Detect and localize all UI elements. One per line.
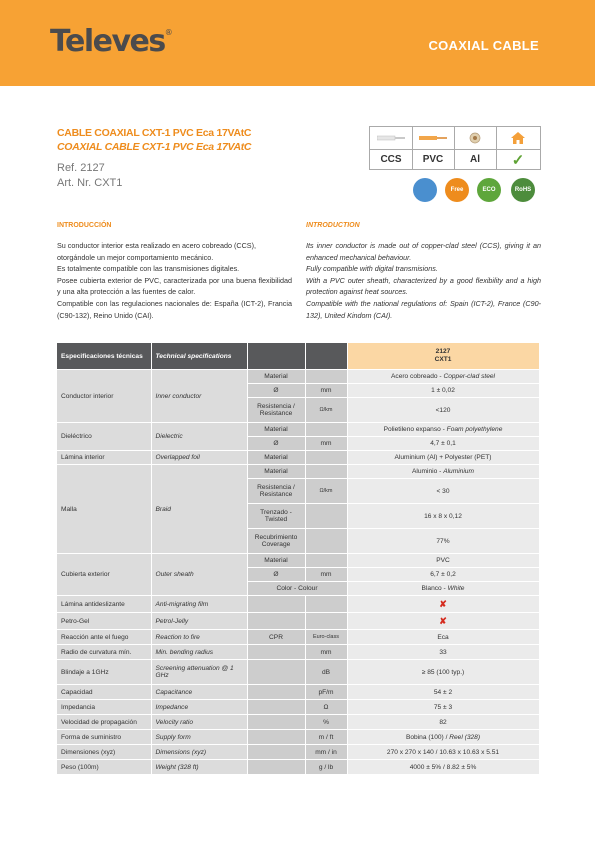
spec-table — [57, 343, 540, 775]
no-icon: ✘ — [347, 613, 539, 630]
intro-en: Its inner conductor is made out of copper-clad steel (CCS), giving it an enhanced mechanical behaviour. Fully compatible with digital transmisions. With a PVC outer sheath, characterized by a good flexibility and a high protection against heat sources. Compatible with the national regulations of: Spain (ICT-2), France (C90-132), United Kindom (CAI). — [306, 241, 541, 320]
product-title-en: COAXIAL CABLE CXT-1 PVC Eca 17VAtC — [57, 141, 252, 153]
table-row: Recubrimiento Coverage 77% — [57, 529, 539, 554]
table-row: Capacidad Capacitance pF/m 54 ± 2 — [57, 685, 539, 700]
intro-es-title: INTRODUCCIÓN — [57, 222, 112, 229]
ccs-cable-icon — [377, 134, 405, 142]
table-row: Ø mm 6,7 ± 0,2 — [57, 568, 539, 582]
table-row: Reacción ante el fuego Reaction to fire CPR Euro-class Eca — [57, 630, 539, 645]
halogen-free-icon: Free — [445, 178, 469, 202]
table-row: Trenzado - Twisted 16 x 8 x 0,12 — [57, 504, 539, 529]
table-row: Resistencia / Resistance Ω/km < 30 — [57, 479, 539, 504]
intro-es: Su conductor interior esta realizado en acero cobreado (CCS), otorgándole un mejor comportamiento mecánico. Es totalmente compatible con las transmisiones digitales. Posee cubierta exterior de PVC, caracterizada por una buena flexibilidad y una alta protección a las fuentes de calor. Compatible con las regulaciones nacionales de: España (ICT-2), Francia (C90-132), Reino Unido (CAI). — [57, 241, 292, 320]
table-header: Especificaciones técnicas Technical specifications 2127 CXT1 — [57, 343, 539, 370]
rohs-icon: RoHS — [511, 178, 535, 202]
quality-icon — [413, 178, 437, 202]
house-icon — [510, 131, 526, 145]
table-row: Lámina interior Overlapped foil Material Aluminium (Al) + Polyester (PET) — [57, 451, 539, 465]
header-title: COAXIAL CABLE — [428, 38, 539, 53]
header-bar — [0, 0, 595, 86]
eco-icon: ECO — [477, 178, 501, 202]
material-al: Al — [454, 127, 497, 169]
materials-table — [369, 126, 541, 170]
table-row: Lámina antideslizante Anti-migrating film ✘ — [57, 596, 539, 613]
table-row: Ø mm 1 ± 0,02 — [57, 384, 539, 398]
material-pvc: PVC — [412, 127, 455, 169]
table-row: Resistencia / Resistance Ω/km <120 — [57, 398, 539, 423]
product-ref: Ref. 2127 — [57, 162, 105, 174]
table-row: Impedancia Impedance Ω 75 ± 3 — [57, 700, 539, 715]
pvc-cable-icon — [419, 134, 447, 142]
product-title-es: CABLE COAXIAL CXT-1 PVC Eca 17VAtC — [57, 127, 252, 139]
table-row: Malla Braid Material Aluminio - Aluminium — [57, 465, 539, 479]
al-cross-section-icon — [469, 132, 481, 144]
check-icon: ✓ — [511, 151, 525, 169]
table-row: Blindaje a 1GHz Screening attenuation @ 1 GHz dB ≥ 85 (100 typ.) — [57, 660, 539, 685]
intro-en-title: INTRODUCTION — [306, 222, 360, 229]
table-row: Forma de suministro Supply form m / ft Bobina (100) / Reel (328) — [57, 730, 539, 745]
product-title — [57, 126, 251, 154]
table-row: Dimensiones (xyz) Dimensions (xyz) mm / in 270 x 270 x 140 / 10.63 x 10.63 x 5.51 — [57, 745, 539, 760]
table-row: Conductor interior Inner conductor Material Acero cobreado - Copper-clad steel — [57, 370, 539, 384]
material-ccs: CCS — [370, 127, 413, 169]
product-art: Art. Nr. CXT1 — [57, 177, 123, 189]
table-row: Velocidad de propagación Velocity ratio % 82 — [57, 715, 539, 730]
table-row: Petro-Gel Petrol-Jelly ✘ — [57, 613, 539, 630]
brand-logo: Televes® — [50, 24, 173, 59]
table-row: Cubierta exterior Outer sheath Material PVC — [57, 554, 539, 568]
table-row: Dieléctrico Dielectric Material Polietileno expanso - Foam polyethylene — [57, 423, 539, 437]
material-indoor — [496, 127, 540, 169]
table-row: Ø mm 4,7 ± 0,1 — [57, 437, 539, 451]
table-row: Peso (100m) Weight (328 ft) g / lb 4000 ± 5% / 8.82 ± 5% — [57, 760, 539, 775]
no-icon: ✘ — [347, 596, 539, 613]
table-row: Color - Colour Blanco - White — [57, 582, 539, 596]
table-row: Radio de curvatura mín. Min. bending radius mm 33 — [57, 645, 539, 660]
